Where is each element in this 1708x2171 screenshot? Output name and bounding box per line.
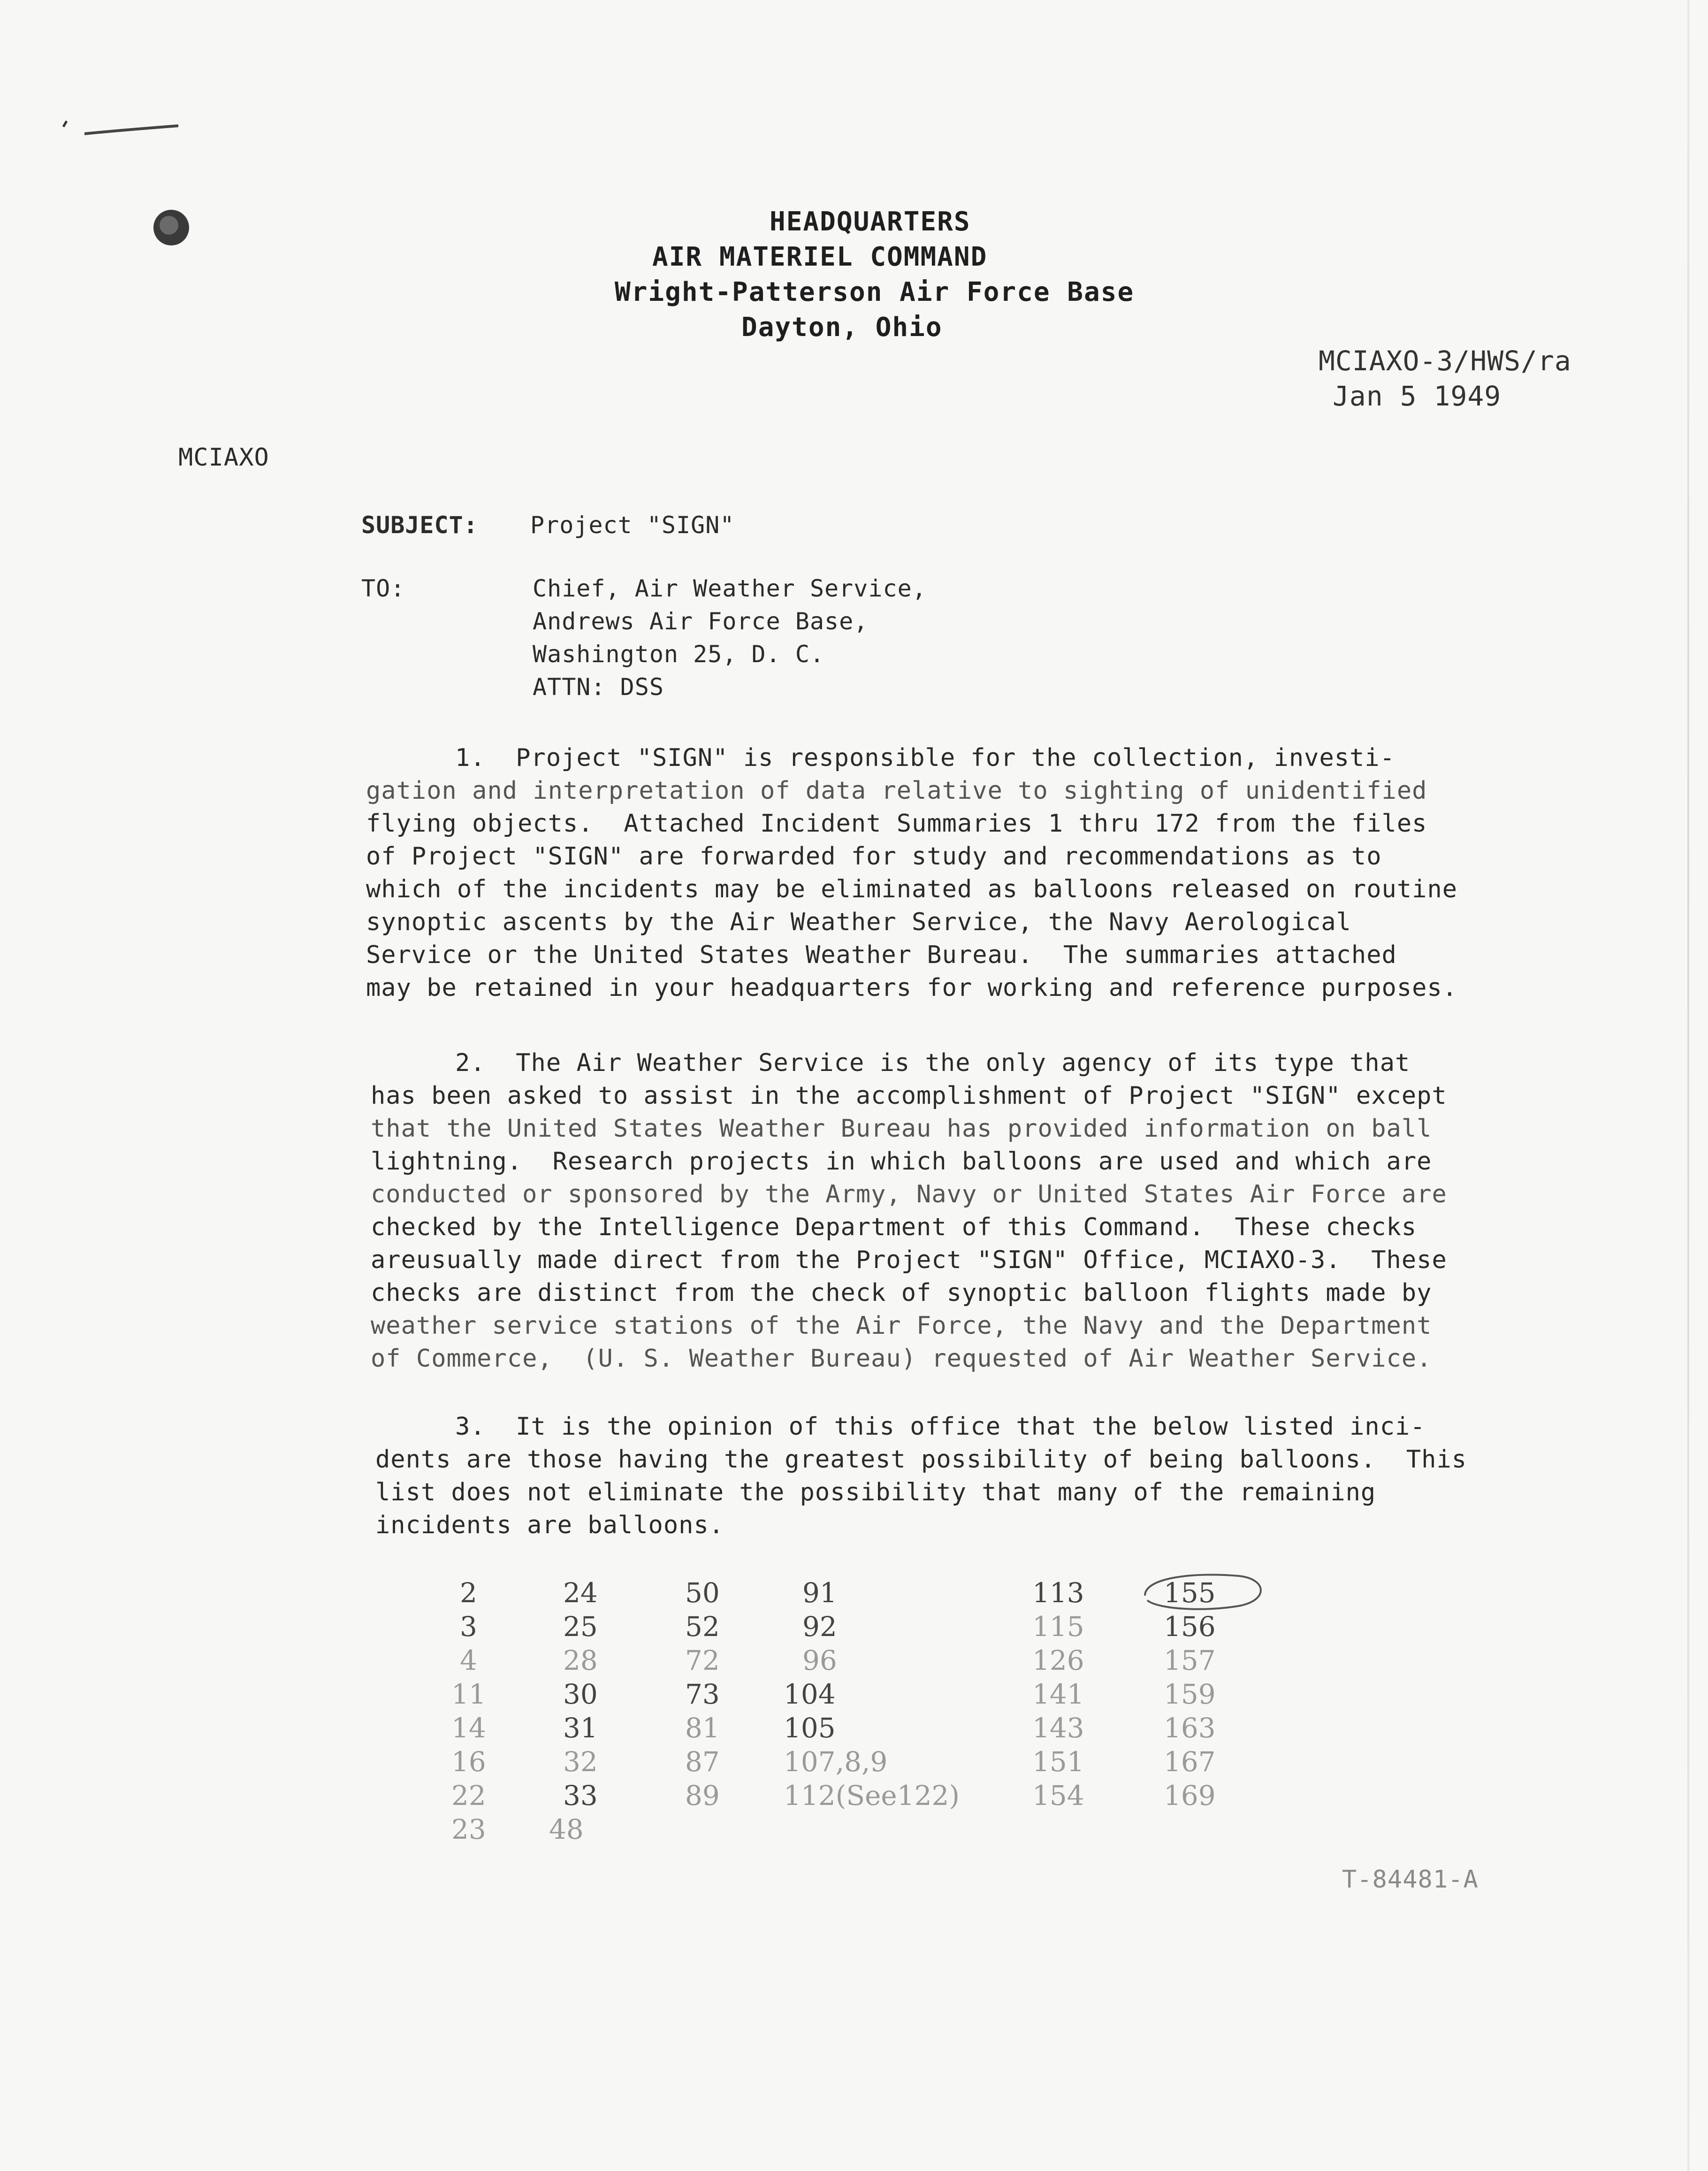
to-label: TO: xyxy=(361,575,405,602)
incident-number: 167 xyxy=(1164,1746,1216,1778)
incident-number: 48 xyxy=(549,1813,584,1845)
incident-number: 143 xyxy=(1032,1712,1084,1744)
incident-number: 73 xyxy=(685,1678,720,1710)
para2-line: weather service stations of the Air Force, the Navy and the Department xyxy=(371,1312,1432,1340)
incident-number: 14 xyxy=(451,1712,486,1744)
incident-number: 89 xyxy=(685,1780,720,1812)
incident-number: 112(See122) xyxy=(784,1780,960,1812)
pen-scratch-mark xyxy=(61,113,183,141)
para2-line: of Commerce, (U. S. Weather Bureau) requested of Air Weather Service. xyxy=(371,1345,1432,1373)
to-line: Andrews Air Force Base, xyxy=(533,608,869,635)
para2-line: has been asked to assist in the accomplishment of Project "SIGN" except xyxy=(371,1082,1447,1110)
para1-line: gation and interpretation of data relative to sighting of unidentified xyxy=(366,777,1427,805)
incident-number: 25 xyxy=(563,1611,598,1643)
para2-line: that the United States Weather Bureau has provided information on ball xyxy=(371,1115,1432,1143)
incident-number: 92 xyxy=(802,1611,837,1643)
para3-line: 3. It is the opinion of this office that the below listed inci- xyxy=(455,1413,1426,1441)
to-line: Chief, Air Weather Service, xyxy=(533,575,927,602)
incident-number: 115 xyxy=(1032,1611,1084,1643)
file-reference: MCIAXO-3/HWS/ra xyxy=(1319,345,1571,377)
header-command: AIR MATERIEL COMMAND xyxy=(652,242,988,272)
incident-number: 81 xyxy=(685,1712,720,1744)
para1-line: flying objects. Attached Incident Summaries 1 thru 172 from the files xyxy=(366,810,1427,838)
header-headquarters: HEADQUARTERS xyxy=(770,206,971,237)
incident-number: 11 xyxy=(451,1678,486,1710)
incident-number: 154 xyxy=(1032,1780,1084,1812)
document-date: Jan 5 1949 xyxy=(1333,380,1502,412)
incident-number: 104 xyxy=(784,1678,836,1710)
subject-label: SUBJECT: xyxy=(361,512,478,539)
to-line: ATTN: DSS xyxy=(533,673,664,701)
para2-line: conducted or sponsored by the Army, Navy or United States Air Force are xyxy=(371,1180,1447,1208)
page-code: T-84481-A xyxy=(1342,1865,1479,1894)
incident-number: 91 xyxy=(802,1577,837,1609)
para2-line: areusually made direct from the Project "SIGN" Office, MCIAXO-3. These xyxy=(371,1246,1447,1274)
para1-line: which of the incidents may be eliminated as balloons released on routine xyxy=(366,875,1458,903)
para3-line: list does not eliminate the possibility that many of the remaining xyxy=(375,1478,1376,1506)
incident-number: 16 xyxy=(451,1746,486,1778)
incident-number: 4 xyxy=(460,1644,477,1676)
incident-number: 96 xyxy=(802,1644,837,1676)
incident-number: 31 xyxy=(563,1712,598,1744)
header-base: Wright-Patterson Air Force Base xyxy=(615,277,1135,307)
para3-line: dents are those having the greatest possibility of being balloons. This xyxy=(375,1445,1467,1474)
incident-number: 52 xyxy=(685,1611,720,1643)
incident-number: 126 xyxy=(1032,1644,1084,1676)
incident-number: 28 xyxy=(563,1644,598,1676)
incident-number: 151 xyxy=(1032,1746,1084,1778)
incident-number: 3 xyxy=(460,1611,477,1643)
page-edge xyxy=(1687,0,1689,2171)
incident-number: 113 xyxy=(1032,1577,1084,1609)
incident-number: 156 xyxy=(1164,1611,1216,1643)
incident-number: 23 xyxy=(451,1813,486,1845)
incident-number: 169 xyxy=(1164,1780,1216,1812)
incident-number: 105 xyxy=(784,1712,836,1744)
subject-text: Project "SIGN" xyxy=(530,512,735,539)
from-office: MCIAXO xyxy=(178,443,269,472)
incident-number: 24 xyxy=(563,1577,598,1609)
hole-punch-mark xyxy=(145,202,197,253)
incident-number: 50 xyxy=(685,1577,720,1609)
incident-number: 2 xyxy=(460,1577,477,1609)
para3-line: incidents are balloons. xyxy=(375,1511,724,1539)
to-line: Washington 25, D. C. xyxy=(533,641,825,668)
incident-number: 159 xyxy=(1164,1678,1216,1710)
para1-line: of Project "SIGN" are forwarded for study and recommendations as to xyxy=(366,842,1382,871)
circle-annotation-mark xyxy=(1126,1563,1276,1624)
incident-number: 33 xyxy=(563,1780,598,1812)
para2-line: checks are distinct from the check of synoptic balloon flights made by xyxy=(371,1279,1432,1307)
incident-number-circled: 155 xyxy=(1164,1577,1216,1609)
para2-line: checked by the Intelligence Department of this Command. These checks xyxy=(371,1213,1417,1241)
header-city: Dayton, Ohio xyxy=(741,312,943,343)
incident-number: 107,8,9 xyxy=(784,1746,888,1778)
incident-number: 30 xyxy=(563,1678,598,1710)
incident-number: 87 xyxy=(685,1746,720,1778)
incident-number: 32 xyxy=(563,1746,598,1778)
incident-number: 157 xyxy=(1164,1644,1216,1676)
incident-number: 72 xyxy=(685,1644,720,1676)
incident-number: 22 xyxy=(451,1780,486,1812)
para1-line: synoptic ascents by the Air Weather Service, the Navy Aerological xyxy=(366,908,1351,936)
para1-line: may be retained in your headquarters for working and reference purposes. xyxy=(366,974,1458,1002)
para1-line: 1. Project "SIGN" is responsible for the collection, investi- xyxy=(455,744,1395,772)
para1-line: Service or the United States Weather Bureau. The summaries attached xyxy=(366,941,1397,969)
para2-line: 2. The Air Weather Service is the only agency of its type that xyxy=(455,1049,1411,1077)
incident-number: 141 xyxy=(1032,1678,1084,1710)
incident-number: 163 xyxy=(1164,1712,1216,1744)
para2-line: lightning. Research projects in which balloons are used and which are xyxy=(371,1147,1432,1176)
